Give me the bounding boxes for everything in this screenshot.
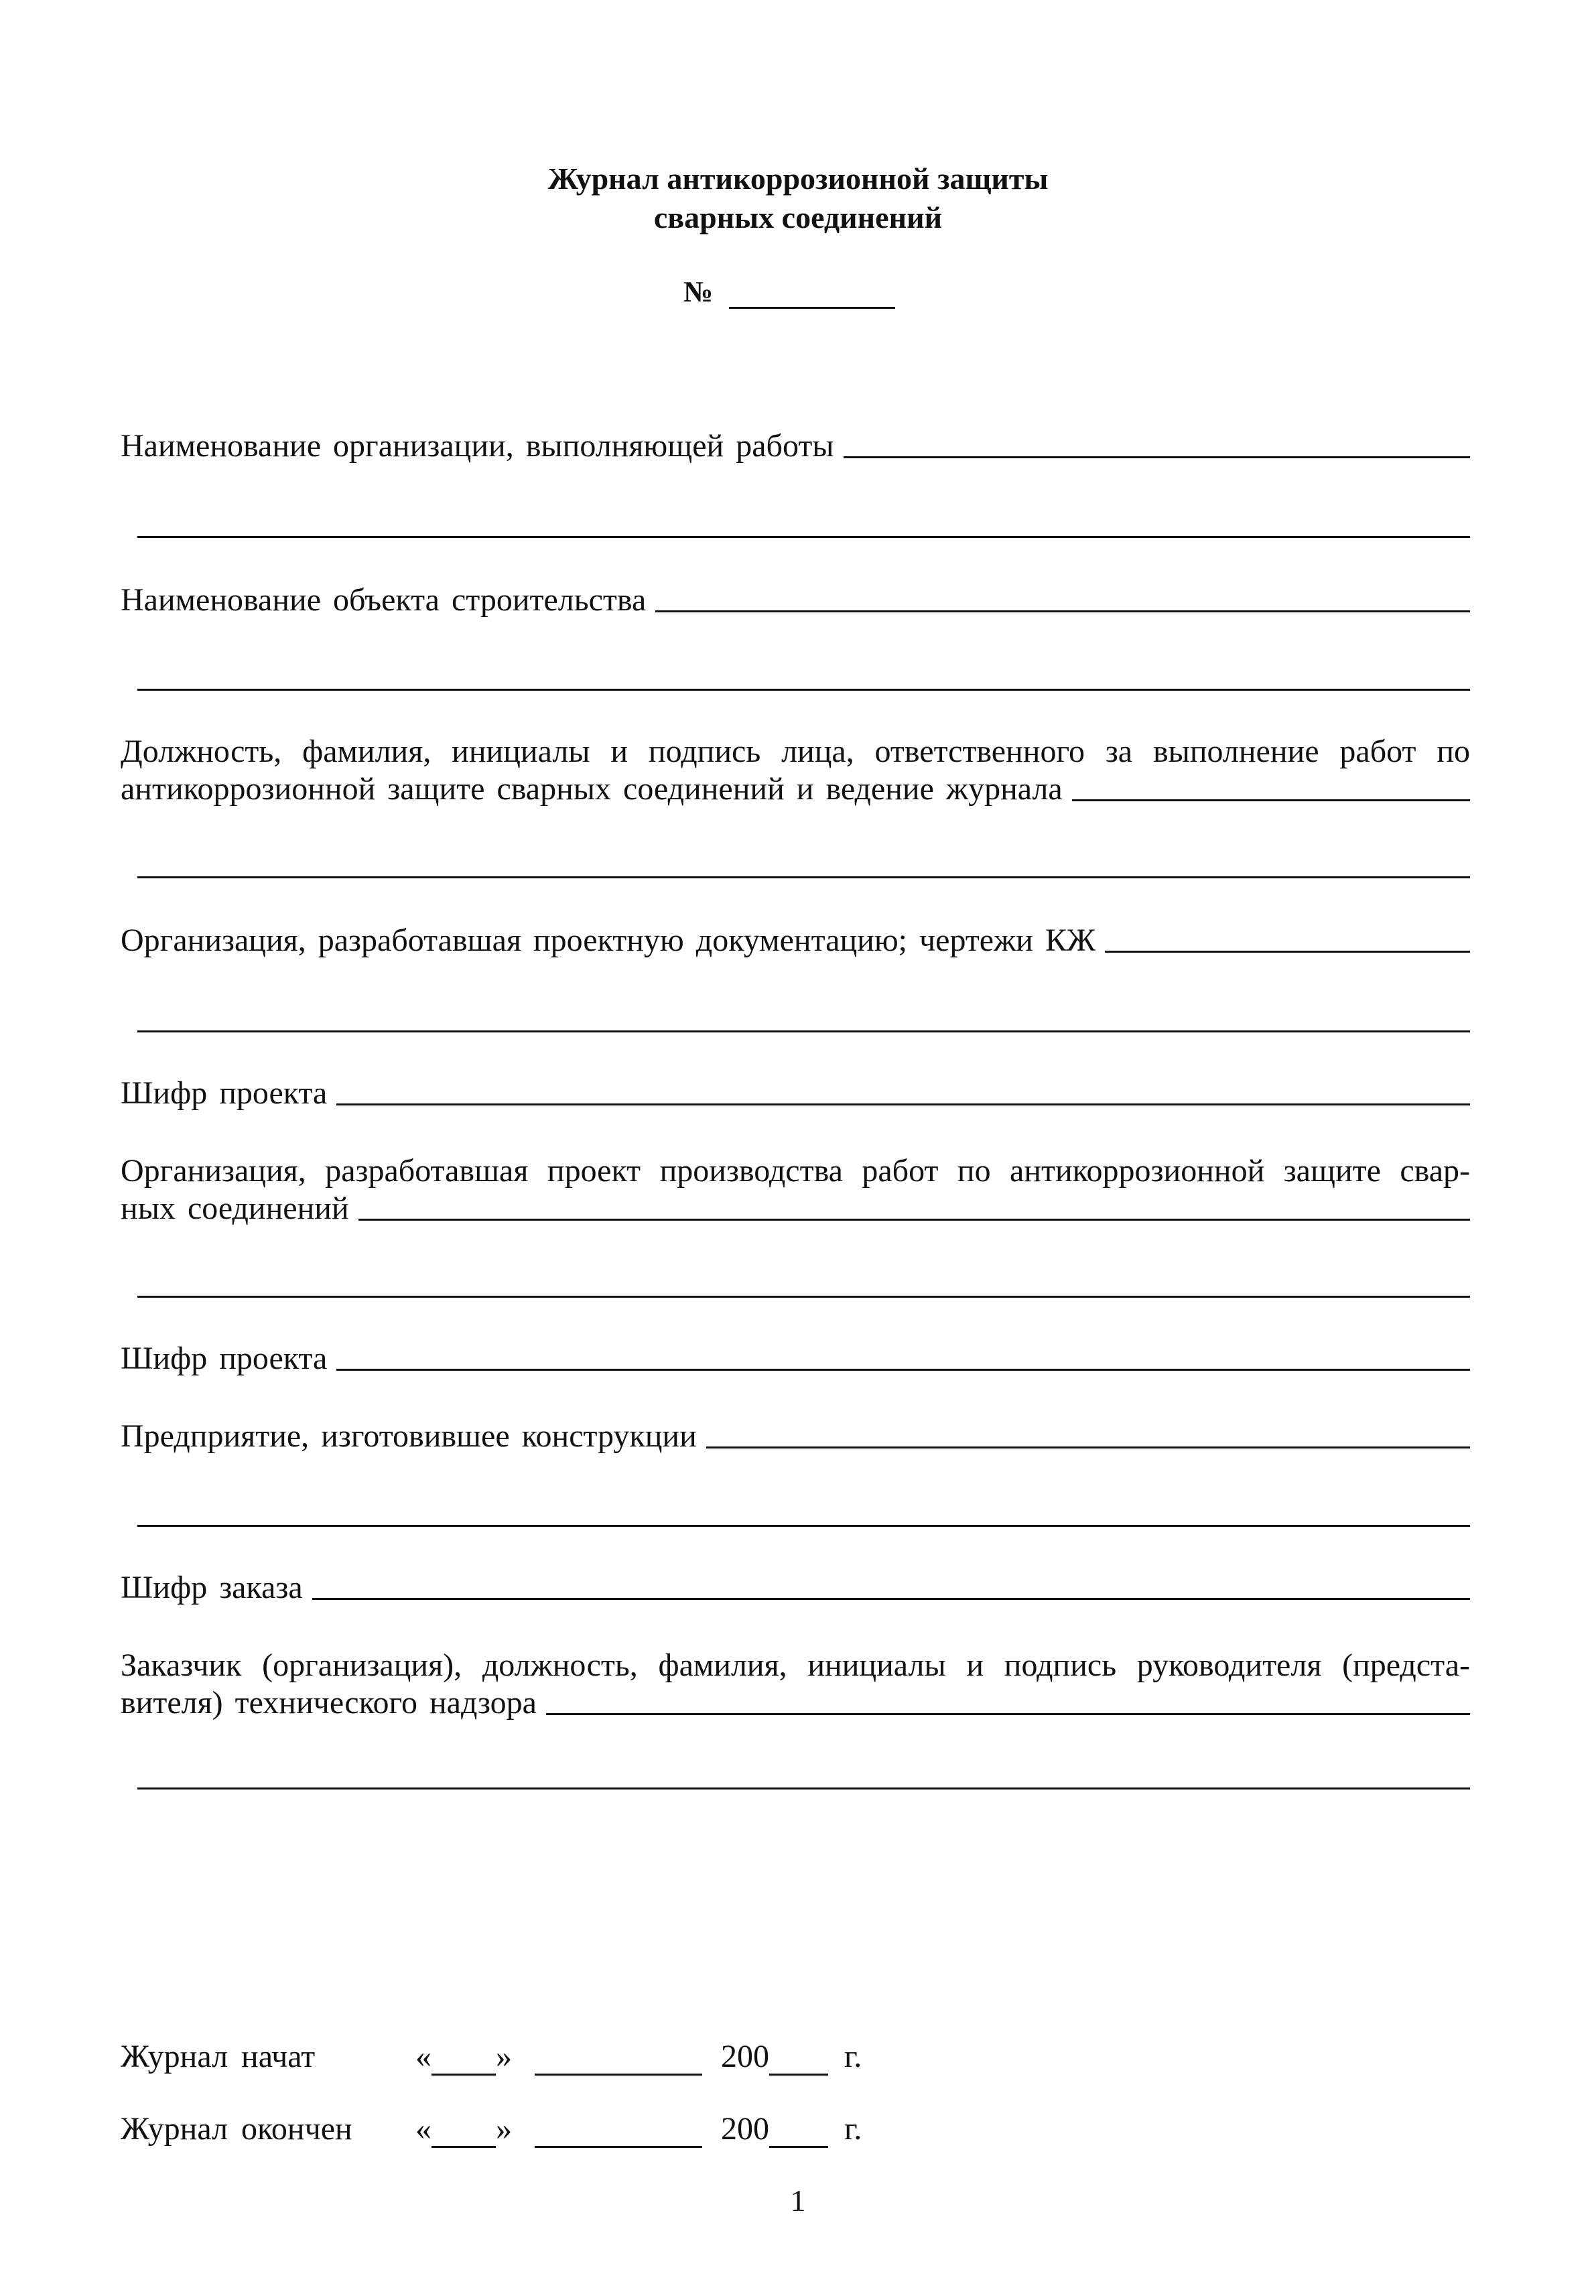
construction-object-label: Наименование объекта строительства (121, 582, 647, 618)
project-code-blank-1[interactable] (336, 1101, 1470, 1105)
responsible-label-line1: Должность, фамилия, инициалы и подпись лица, ответственного за выполнение работ по (121, 734, 1470, 769)
end-day-blank[interactable] (431, 2119, 496, 2148)
project-code-blank-2[interactable] (336, 1367, 1470, 1371)
journal-started-label: Журнал начат (121, 2039, 316, 2074)
order-code-blank[interactable] (312, 1596, 1470, 1600)
start-year-suffix: г. (844, 2039, 862, 2074)
org-performing-blank-line2[interactable] (137, 536, 1470, 538)
form-title-line1: Журнал антикоррозионной защиты (547, 161, 1049, 196)
end-year-prefix: 200 (721, 2111, 769, 2147)
manufacturer-blank-line2[interactable] (137, 1525, 1470, 1527)
order-code-label: Шифр заказа (121, 1570, 303, 1605)
customer-blank[interactable] (546, 1711, 1470, 1715)
construction-object-blank[interactable] (655, 608, 1470, 612)
responsible-label-line2: антикоррозионной защите сварных соединений и ведение журнала (121, 771, 1063, 807)
start-day-blank[interactable] (431, 2047, 496, 2076)
number-sign: № (683, 275, 714, 308)
manufacturer-field (121, 1418, 1470, 1455)
manufacturer-blank[interactable] (706, 1444, 1470, 1448)
responsible-blank[interactable] (1072, 797, 1470, 801)
org-performing-field (121, 427, 1470, 465)
project-code-field-2 (121, 1340, 1470, 1377)
design-org-label: Организация, разработавшая проектную документацию; чертежи КЖ (121, 923, 1095, 958)
end-year-suffix: г. (844, 2111, 862, 2147)
journal-number-row (683, 275, 895, 309)
end-month-blank[interactable] (535, 2119, 702, 2148)
form-title-line2: сварных соединений (653, 200, 943, 234)
customer-blank-line2[interactable] (137, 1787, 1470, 1789)
project-code-field-1 (121, 1075, 1470, 1112)
ppr-org-label-line2: ных соединений (121, 1191, 349, 1226)
customer-label-line2: вителя) технического надзора (121, 1685, 537, 1720)
open-quote: « (415, 2111, 431, 2147)
project-code-label-2: Шифр проекта (121, 1341, 328, 1376)
start-year-prefix: 200 (721, 2039, 769, 2074)
ppr-org-blank[interactable] (358, 1217, 1470, 1221)
ppr-org-field (121, 1152, 1470, 1227)
ppr-org-label-line1: Организация, разработавшая проект производства работ по антикоррозионной защите свар- (121, 1153, 1470, 1189)
org-performing-blank[interactable] (844, 454, 1470, 458)
customer-label-line1: Заказчик (организация), должность, фамилия, инициалы и подпись руководителя (предста- (121, 1647, 1470, 1683)
construction-object-field (121, 582, 1470, 619)
start-month-blank[interactable] (535, 2047, 702, 2076)
ppr-org-blank-line2[interactable] (137, 1296, 1470, 1298)
start-year-blank[interactable] (769, 2047, 828, 2076)
journal-ended-label: Журнал окончен (121, 2111, 352, 2147)
design-org-blank[interactable] (1105, 949, 1470, 953)
org-performing-label: Наименование организации, выполняющей работы (121, 428, 834, 464)
journal-ended-row (121, 2110, 862, 2148)
manufacturer-label: Предприятие, изготовившее конструкции (121, 1418, 697, 1454)
order-code-field (121, 1569, 1470, 1607)
journal-number-blank[interactable] (729, 283, 895, 309)
responsible-blank-line2[interactable] (137, 876, 1470, 878)
design-org-field (121, 922, 1470, 959)
responsible-person-field (121, 733, 1470, 808)
close-quote: » (496, 2111, 512, 2147)
open-quote: « (415, 2039, 431, 2074)
page-number: 1 (790, 2183, 806, 2218)
close-quote: » (496, 2039, 512, 2074)
journal-started-row (121, 2038, 862, 2076)
project-code-label-1: Шифр проекта (121, 1075, 328, 1111)
construction-object-blank-line2[interactable] (137, 689, 1470, 691)
end-year-blank[interactable] (769, 2119, 828, 2148)
design-org-blank-line2[interactable] (137, 1030, 1470, 1032)
customer-field (121, 1647, 1470, 1722)
